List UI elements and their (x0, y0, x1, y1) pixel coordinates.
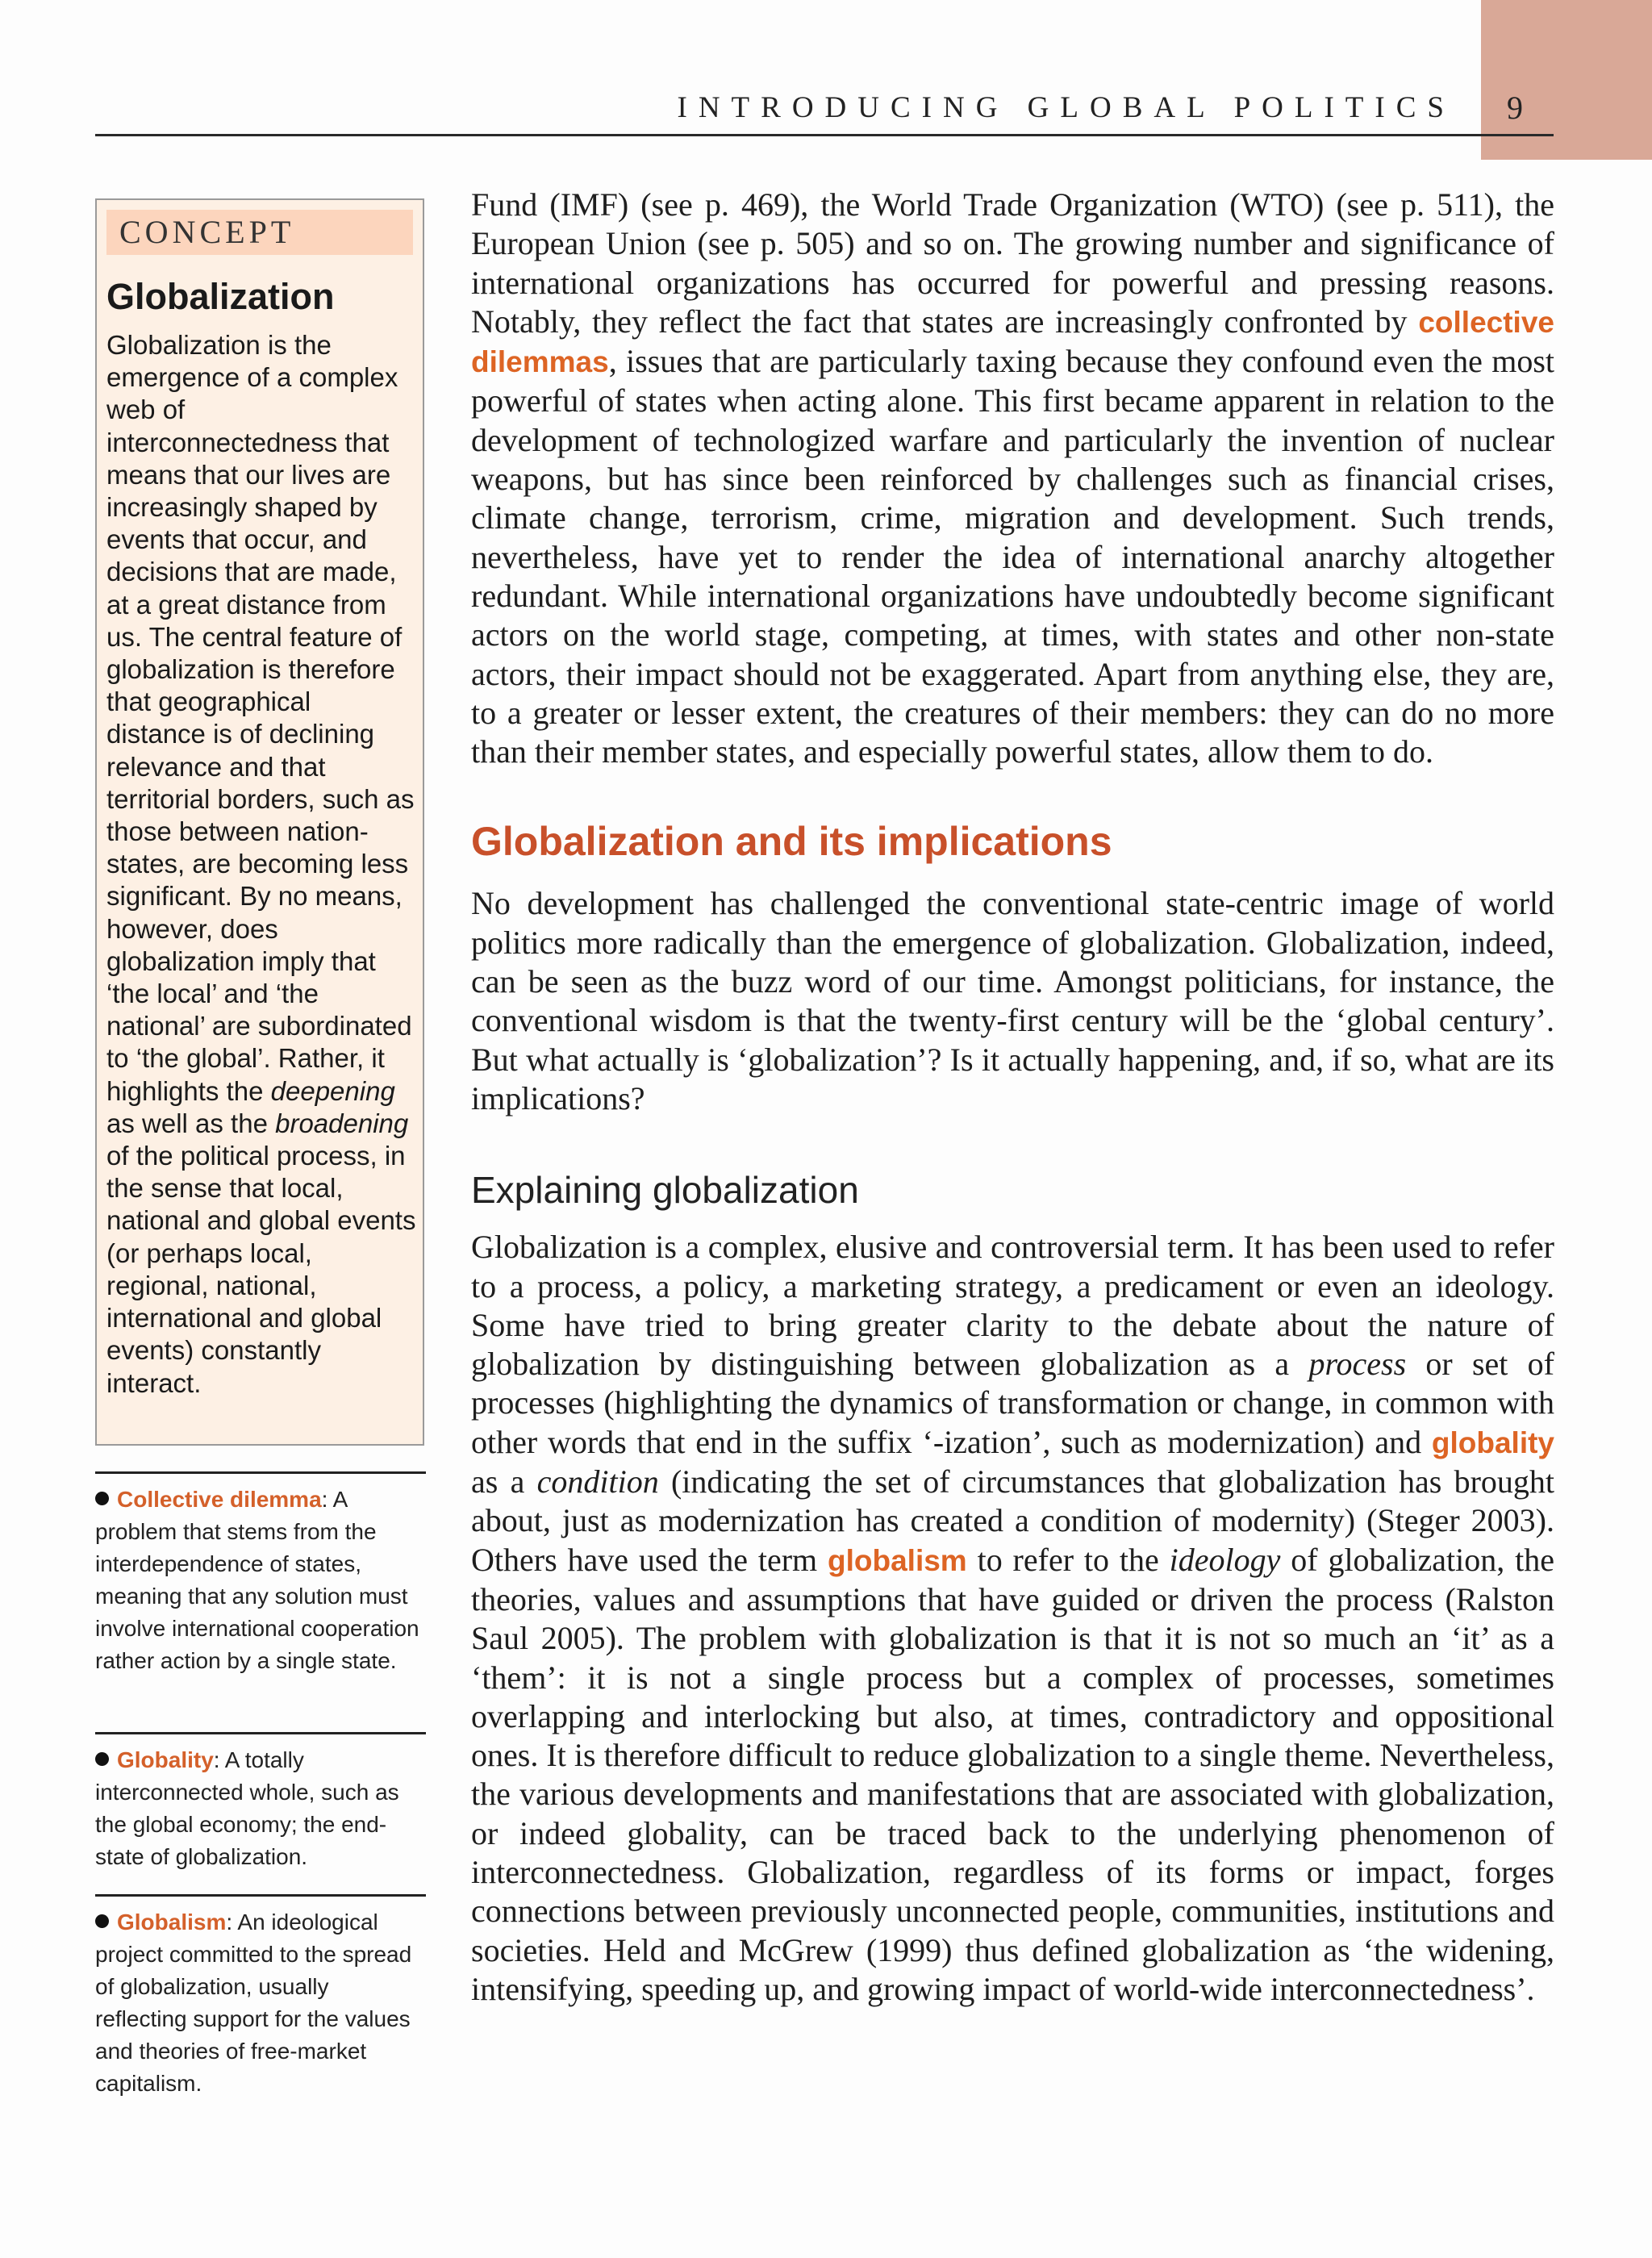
main-text-column (471, 186, 1554, 2009)
bullet-icon (95, 1492, 109, 1505)
bullet-icon (95, 1752, 109, 1766)
running-head: INTRODUCING GLOBAL POLITICS (677, 91, 1455, 124)
subsection-heading: Explaining globalization (471, 1169, 859, 1212)
header-rule (95, 134, 1554, 136)
glossary-definition: : A problem that stems from the interdependence of states, meaning that any solution must involve international cooperation rather action by a single state. (95, 1487, 419, 1673)
paragraph-globalization-intro: No development has challenged the conventional state-centric image of world politics more radically than the emergence of globalization. Globalization, indeed, can be seen as the buzz word of our time. Amongst politicians, for instance, the conventional wisdom is that the twenty-first century will be the ‘global century’. But what actually is ‘globalization’? Is it actually happening, and, if so, what are its implications? (471, 885, 1554, 1116)
glossary-entry-globalism (95, 1894, 426, 2100)
section-heading: Globalization and its implications (471, 819, 1112, 865)
glossary-rule (95, 1894, 426, 1897)
keyword-collective-dilemmas: collective dilemmas (471, 305, 1554, 379)
glossary-entry-globality (95, 1732, 426, 1873)
glossary-rule (95, 1471, 426, 1474)
glossary-entry-collective-dilemma (95, 1471, 426, 1677)
glossary-rule (95, 1732, 426, 1734)
keyword-globalism: globalism (828, 1543, 967, 1577)
glossary-term: Globalism (117, 1909, 227, 1935)
paragraph-explaining-globalization: Globalization is a complex, elusive and controversial term. It has been used to refer to a process, a policy, a marketing strategy, a predicament or even an ideology. Some have tried to bring greater clarity to the debate about the nature of globalization by distinguishing between globalization as a process or set of processes (highlighting the dynamics of transformation or change, in common with other words that end in the suffix ‘-ization’, such as modernization) and globality as a condition (indicating the set of circumstances that globalization has brought about, just as modernization has created a condition of modernity) (Steger 2003). Others have used the term globalism to refer to the ideology of globalization, the theories, values and assumptions that have guided or driven the process (Ralston Saul 2005). The problem with globalization is that it is not so much an ‘it’ as a ‘them’: it is not a single process but a complex of processes, sometimes overlapping and interlocking but also, at times, contradictory and oppositional ones. It is therefore difficult to reduce globalization to a single theme. Nevertheless, the various developments and manifestations that are associated with globalization, or indeed globality, can be traced back to the underlying phenomenon of interconnectedness. Globalization, regardless of its forms or impact, forges connections between previously unconnected people, communities, institutions and societies. Held and McGrew (1999) thus defined globalization as ‘the widening, intensifying, speeding up, and growing impact of world-wide interconnectedness’. (471, 1229, 1555, 2007)
glossary-term: Collective dilemma (117, 1487, 322, 1512)
concept-label: CONCEPT (106, 210, 413, 255)
concept-title: Globalization (106, 276, 335, 317)
bullet-icon (95, 1914, 109, 1928)
glossary-term: Globality (117, 1747, 214, 1772)
concept-body: Globalization is the emergence of a complex web of interconnectedness that means that our lives are increasingly shaped by events that occur, and decisions that are made, at a great distance from us. The central feature of globalization is therefore that geographical distance is of declining relevance and that territorial borders, such as those between nation-states, are becoming less significant. By no means, however, does globalization imply that ‘the local’ and ‘the national’ are subordinated to ‘the global’. Rather, it highlights the deepening as well as the broadening of the political process, in the sense that local, national and global events (or perhaps local, regional, national, international and global events) constantly interact. (106, 330, 416, 1398)
glossary-definition: : An ideological project committed to the spread of globalization, usually reflecting support for the values and theories of free-market capitalism. (95, 1909, 412, 2096)
paragraph-international-organizations: Fund (IMF) (see p. 469), the World Trade Organization (WTO) (see p. 511), the European Union (see p. 505) and so on. The growing number and significance of international organizations has occurred for powerful and pressing reasons. Notably, they reflect the fact that states are increasingly confronted by collective dilemmas, issues that are particularly taxing because they confound even the most powerful of states when acting alone. This first became apparent in relation to the development of technologized warfare and particularly the invention of nuclear weapons, but has since been reinforced by challenges such as financial crises, climate change, terrorism, crime, migration and development. Such trends, nevertheless, have yet to render the idea of international anarchy altogether redundant. While international organizations have undoubtedly become significant actors on the world stage, competing, at times, with states and other non-state actors, their impact should not be exaggerated. Apart from anything else, they are, to a greater or lesser extent, the creatures of their members: they can do no more than their member states, and especially powerful states, allow them to do. (471, 186, 1554, 770)
page-number: 9 (1507, 90, 1523, 126)
keyword-globality: globality (1431, 1425, 1554, 1459)
glossary-definition: : A totally interconnected whole, such as the global economy; the end-state of globalization. (95, 1747, 399, 1869)
concept-box (95, 198, 424, 1446)
